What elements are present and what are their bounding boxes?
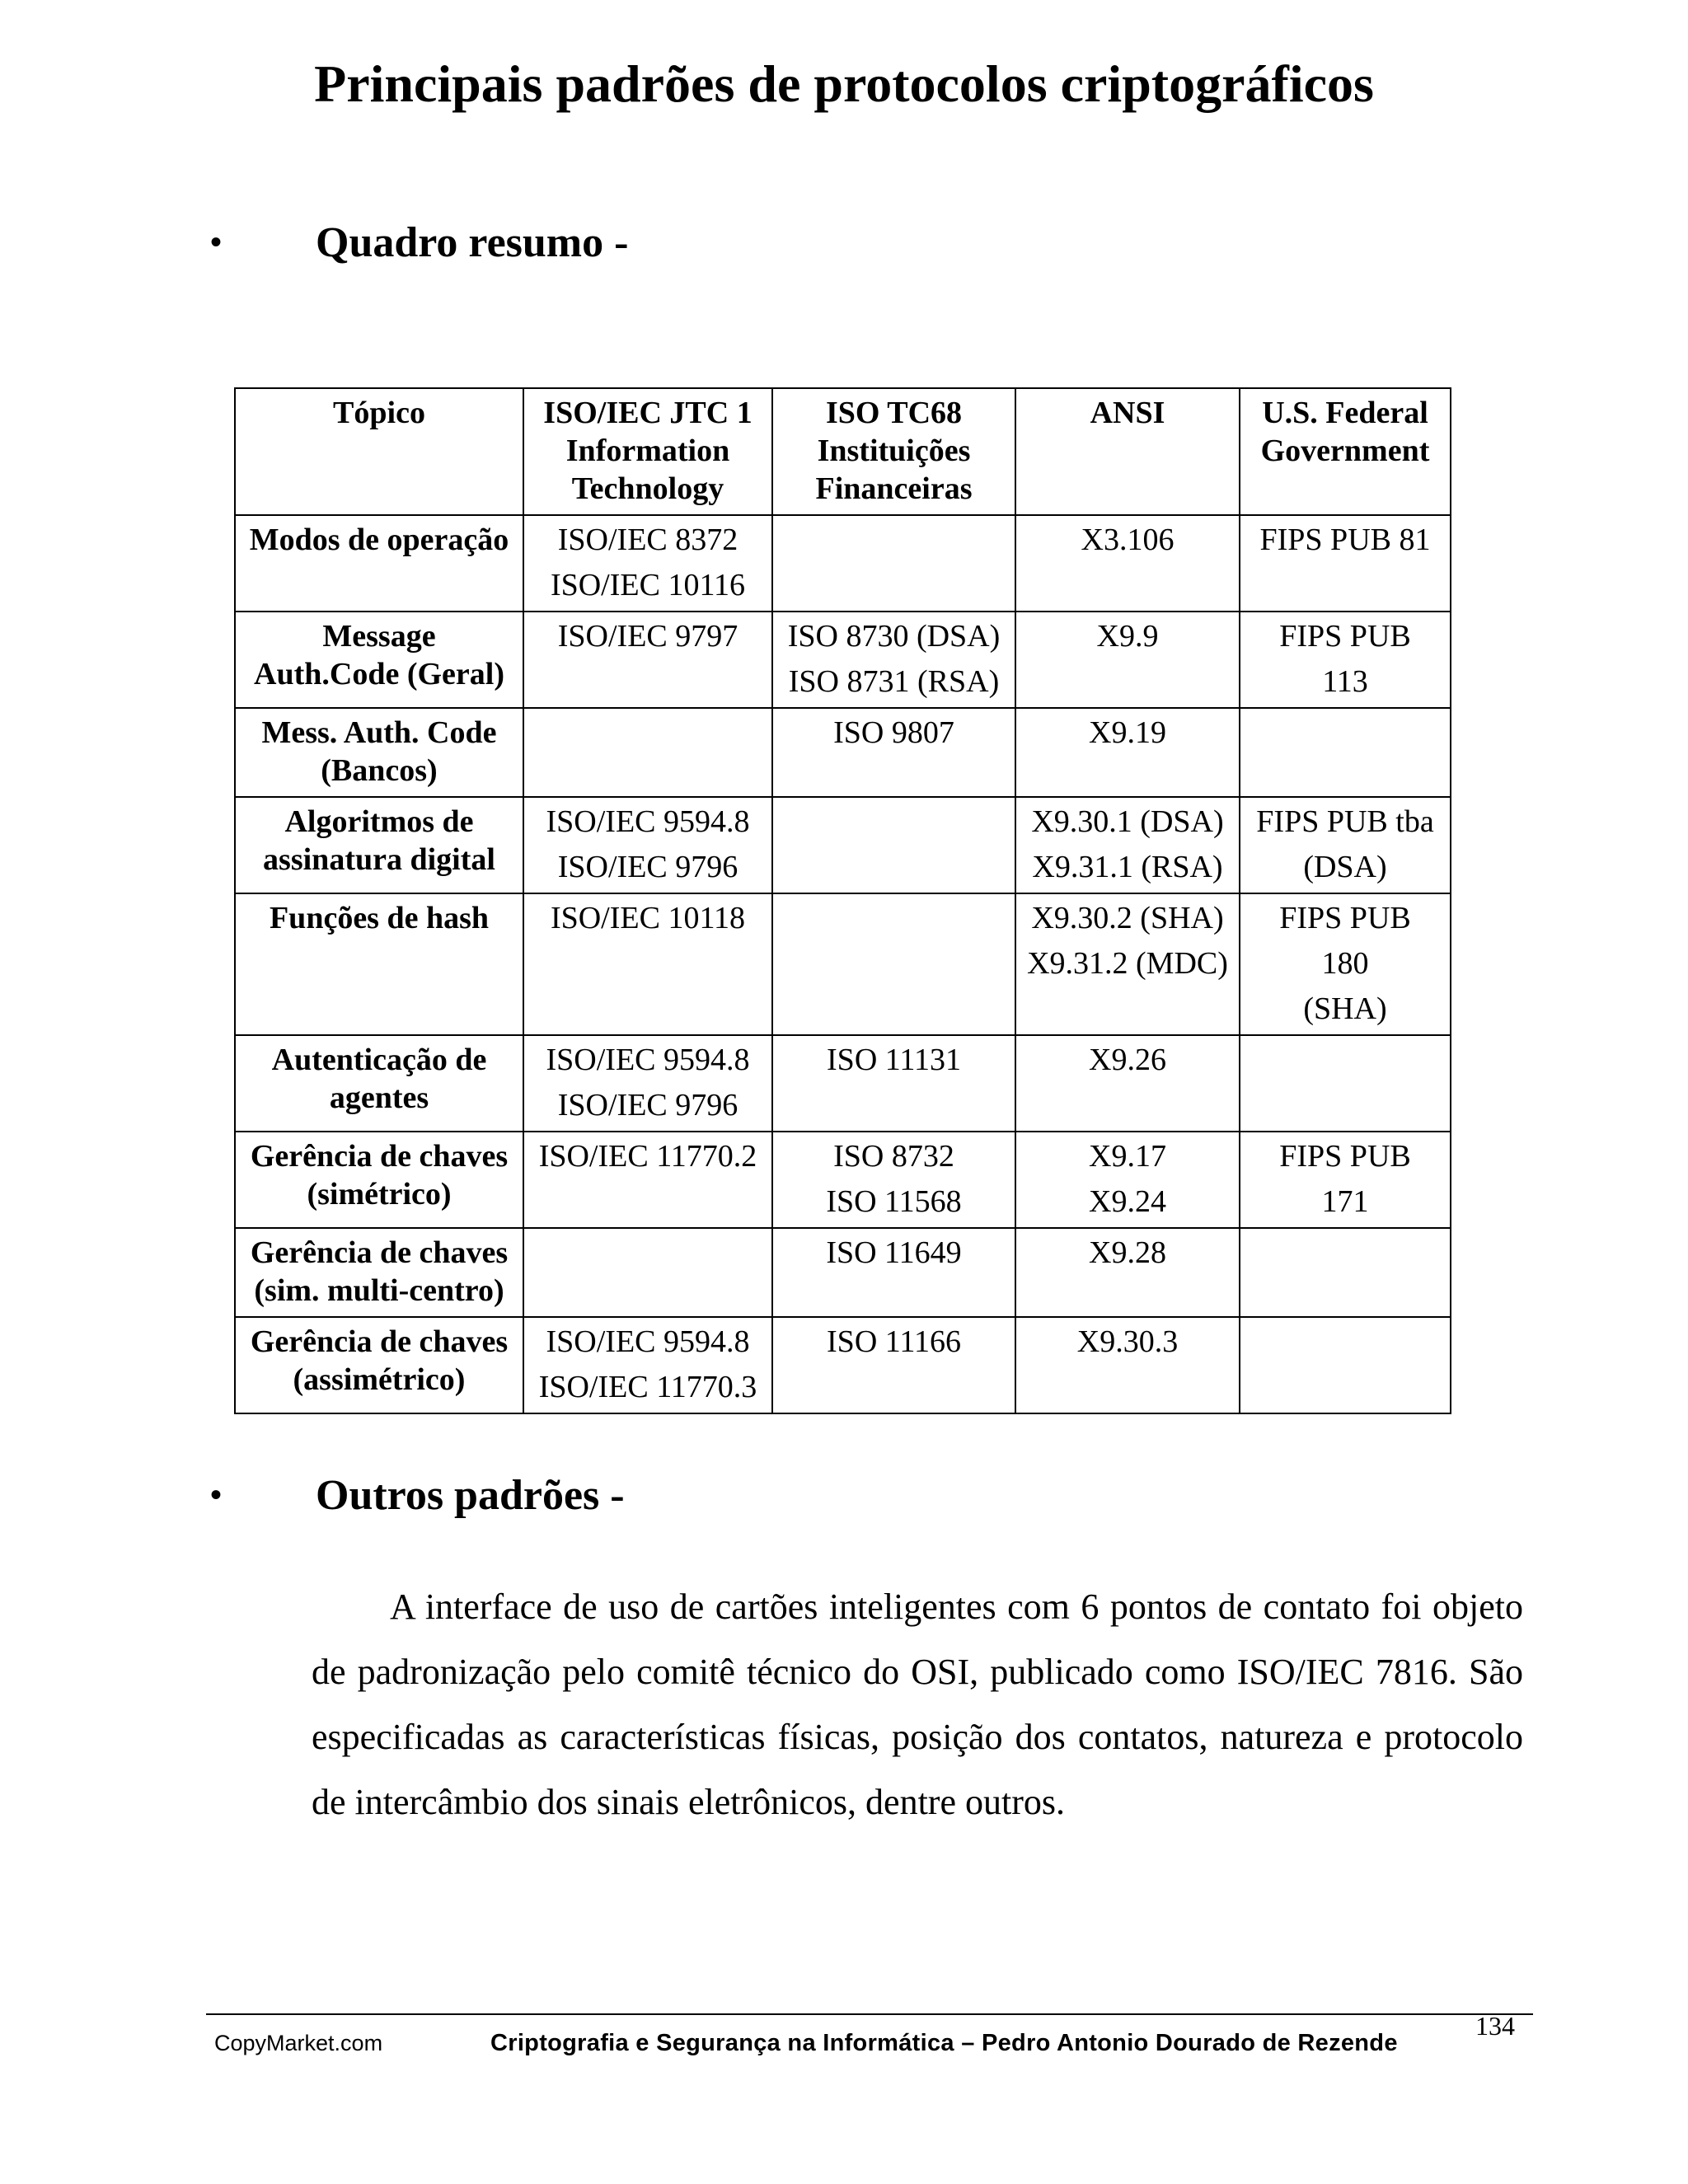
standard-line: X9.19 — [1089, 715, 1166, 750]
standard-cell — [523, 515, 772, 612]
standard-line: X9.30.1 (DSA) — [1031, 804, 1224, 839]
topic-cell — [235, 515, 523, 612]
table-row — [235, 708, 1451, 797]
standard-cell — [523, 797, 772, 893]
header-line: Instituições — [817, 434, 971, 468]
table-row — [235, 612, 1451, 708]
standard-cell — [1015, 1228, 1240, 1317]
standard-cell — [1015, 797, 1240, 893]
standard-cell — [1240, 1035, 1451, 1132]
standard-cell — [772, 1132, 1015, 1228]
standard-line: ISO 8732 — [833, 1139, 954, 1174]
standard-line: X9.17 — [1089, 1139, 1166, 1174]
header-line: ANSI — [1090, 396, 1165, 430]
standard-line: ISO/IEC 10116 — [550, 568, 746, 602]
standard-cell — [1240, 1132, 1451, 1228]
standard-line: ISO/IEC 9594.8 — [546, 1324, 750, 1359]
standard-line: X9.30.3 — [1076, 1324, 1179, 1359]
header-line: Financeiras — [815, 471, 973, 506]
standard-cell — [523, 1317, 772, 1413]
topic-line: Gerência de chaves — [250, 1235, 509, 1270]
standard-line: ISO/IEC 9594.8 — [546, 804, 750, 839]
standard-cell — [1015, 1317, 1240, 1413]
topic-cell — [235, 612, 523, 708]
standard-cell — [1240, 1317, 1451, 1413]
page-title: Principais padrões de protocolos criptográficos — [314, 54, 1374, 113]
standard-cell — [1240, 893, 1451, 1035]
topic-cell — [235, 1317, 523, 1413]
standard-line: X9.24 — [1089, 1184, 1166, 1219]
standard-cell — [1240, 612, 1451, 708]
topic-cell — [235, 1132, 523, 1228]
footer-divider — [206, 2013, 1533, 2015]
header-us-federal — [1240, 388, 1451, 515]
standard-cell — [1015, 1132, 1240, 1228]
standard-cell — [772, 797, 1015, 893]
standard-line: ISO 11568 — [826, 1184, 962, 1219]
standard-line: ISO/IEC 10118 — [550, 901, 746, 935]
table-row — [235, 1132, 1451, 1228]
standard-line: FIPS PUB tba — [1256, 804, 1434, 839]
header-line: Government — [1260, 434, 1430, 468]
standard-line: X9.31.2 (MDC) — [1027, 946, 1228, 981]
standard-line: ISO 8731 (RSA) — [788, 664, 1000, 699]
header-iso-iec-jtc1 — [523, 388, 772, 515]
standard-line: ISO/IEC 8372 — [557, 523, 738, 557]
topic-line: Gerência de chaves — [250, 1139, 509, 1174]
standard-cell — [1015, 1035, 1240, 1132]
footer-site: CopyMarket.com — [214, 2031, 383, 2055]
standard-cell — [772, 1317, 1015, 1413]
topic-cell — [235, 1035, 523, 1132]
standard-line: X9.28 — [1089, 1235, 1166, 1270]
topic-line: Mess. Auth. Code — [261, 715, 497, 750]
bullet-icon: • — [210, 223, 223, 260]
table-row — [235, 1228, 1451, 1317]
topic-line: (assimétrico) — [293, 1362, 466, 1397]
topic-line: agentes — [329, 1080, 429, 1115]
standard-line: FIPS PUB 81 — [1259, 523, 1431, 557]
standard-cell — [1240, 708, 1451, 797]
header-line: ISO/IEC JTC 1 — [543, 396, 753, 430]
standard-line: 171 — [1321, 1184, 1369, 1219]
table-header-row — [235, 388, 1451, 515]
topic-line: Message — [322, 619, 436, 654]
standard-cell — [1015, 612, 1240, 708]
header-line: ISO TC68 — [825, 396, 963, 430]
section-heading-quadro-resumo — [210, 216, 628, 269]
topic-line: (simétrico) — [307, 1177, 452, 1212]
standard-line: ISO/IEC 11770.2 — [538, 1139, 757, 1174]
header-line: Tópico — [333, 396, 425, 430]
section-heading-label: Outros padrões - — [316, 1472, 625, 1519]
standard-cell — [1240, 797, 1451, 893]
table-row — [235, 1317, 1451, 1413]
standards-summary-table — [234, 387, 1451, 1414]
topic-line: Gerência de chaves — [250, 1324, 509, 1359]
topic-line: Auth.Code (Geral) — [254, 657, 504, 691]
standard-cell — [523, 1035, 772, 1132]
standard-line: X9.26 — [1089, 1043, 1166, 1077]
bullet-icon: • — [210, 1476, 223, 1513]
topic-line: (sim. multi-centro) — [254, 1273, 504, 1308]
standard-cell — [1015, 515, 1240, 612]
standard-cell — [1240, 515, 1451, 612]
standard-line: ISO 11649 — [826, 1235, 962, 1270]
topic-line: Autenticação de — [271, 1043, 487, 1077]
standard-line: ISO 9807 — [833, 715, 954, 750]
footer-book-title: Criptografia e Segurança na Informática – Pedro Antonio Dourado de Rezende — [490, 2030, 1398, 2056]
topic-line: (Bancos) — [321, 753, 438, 788]
standard-line: ISO/IEC 9594.8 — [546, 1043, 750, 1077]
standard-line: ISO/IEC 9796 — [557, 1088, 738, 1122]
header-line: Information — [565, 434, 730, 468]
standard-line: 180 — [1321, 946, 1369, 981]
standard-line: (DSA) — [1303, 850, 1387, 884]
standard-cell — [772, 612, 1015, 708]
topic-line: Funções de hash — [269, 901, 490, 935]
topic-cell — [235, 797, 523, 893]
standard-line: X9.31.1 (RSA) — [1032, 850, 1223, 884]
standard-cell — [772, 708, 1015, 797]
section-heading-label: Quadro resumo - — [316, 219, 629, 266]
standard-line: X9.9 — [1096, 619, 1159, 654]
header-ansi — [1015, 388, 1240, 515]
standard-cell — [523, 708, 772, 797]
topic-line: Algoritmos de — [284, 804, 474, 839]
header-topic — [235, 388, 523, 515]
topic-cell — [235, 708, 523, 797]
standard-line: ISO/IEC 9797 — [557, 619, 738, 654]
body-paragraph: A interface de uso de cartões inteligentes com 6 pontos de contato foi objeto de padronização pelo comitê técnico do OSI, publicado como ISO/IEC 7816. São especificadas as características físicas, posição dos contatos, natureza e protocolo de intercâmbio dos sinais eletrônicos, dentre outros. — [312, 1586, 1523, 1822]
section-heading-outros-padroes — [210, 1469, 625, 1522]
page-number: 134 — [1475, 2011, 1515, 2041]
standard-cell — [772, 1035, 1015, 1132]
standard-cell — [523, 893, 772, 1035]
standard-cell — [772, 515, 1015, 612]
header-line: Technology — [571, 471, 724, 506]
standard-cell — [1015, 708, 1240, 797]
standard-line: X9.30.2 (SHA) — [1031, 901, 1224, 935]
standard-line: FIPS PUB — [1279, 619, 1411, 654]
standard-cell — [1240, 1228, 1451, 1317]
topic-line: assinatura digital — [263, 842, 495, 877]
standard-line: ISO 11131 — [827, 1043, 961, 1077]
standard-line: ISO 11166 — [827, 1324, 961, 1359]
standard-cell — [772, 893, 1015, 1035]
standard-cell — [523, 612, 772, 708]
standard-line: X3.106 — [1081, 523, 1175, 557]
standard-line: FIPS PUB — [1279, 901, 1411, 935]
standard-line: 113 — [1322, 664, 1368, 699]
table-row — [235, 797, 1451, 893]
standard-cell — [772, 1228, 1015, 1317]
standard-line: ISO 8730 (DSA) — [787, 619, 1001, 654]
standard-cell — [1015, 893, 1240, 1035]
standard-cell — [523, 1132, 772, 1228]
standard-line: FIPS PUB — [1279, 1139, 1411, 1174]
standard-line: ISO/IEC 9796 — [557, 850, 738, 884]
topic-cell — [235, 893, 523, 1035]
table-row — [235, 893, 1451, 1035]
standard-line: (SHA) — [1303, 991, 1387, 1026]
topic-line: Modos de operação — [249, 523, 509, 557]
standard-cell — [523, 1228, 772, 1317]
table-row — [235, 1035, 1451, 1132]
topic-cell — [235, 1228, 523, 1317]
header-line: U.S. Federal — [1262, 396, 1428, 430]
standard-line: ISO/IEC 11770.3 — [538, 1370, 757, 1404]
table-row — [235, 515, 1451, 612]
header-iso-tc68 — [772, 388, 1015, 515]
